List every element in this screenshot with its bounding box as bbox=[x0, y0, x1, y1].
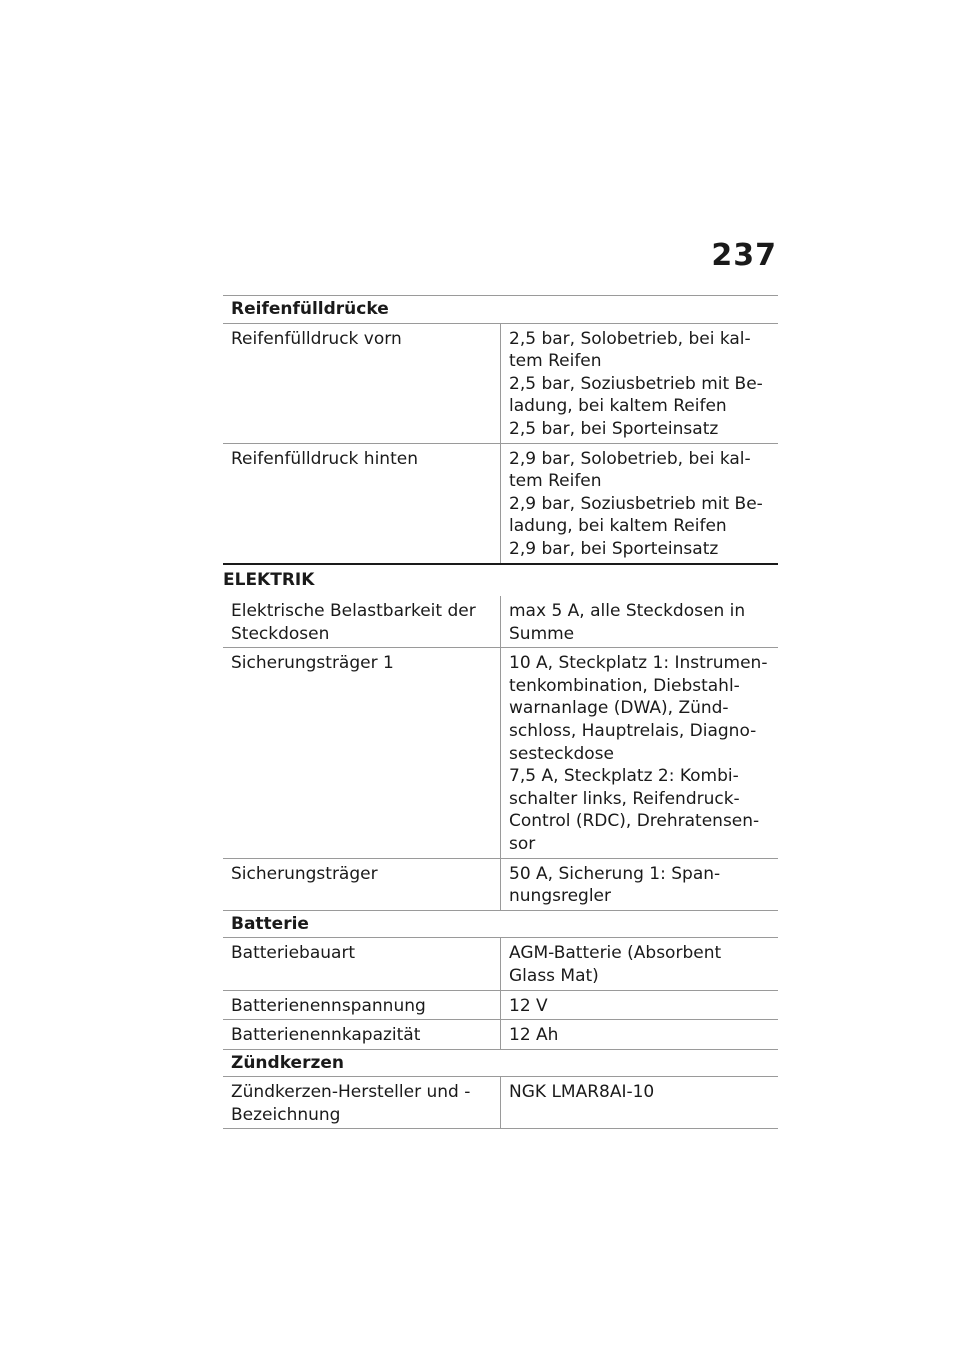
value-line: 50 A, Sicherung 1: Span- bbox=[509, 863, 721, 884]
socket-load-value bbox=[501, 596, 779, 648]
table-row bbox=[223, 596, 778, 648]
value-line: nungsregler bbox=[509, 886, 612, 907]
value-line: schalter links, Reifendruck- bbox=[509, 788, 740, 809]
battery-capacity-label: Batterienennkapazität bbox=[223, 1020, 501, 1050]
table-row bbox=[223, 648, 778, 858]
tire-pressure-table bbox=[223, 295, 778, 564]
tire-rear-value bbox=[501, 443, 779, 563]
table-row bbox=[223, 323, 778, 443]
value-line: 12 V bbox=[509, 995, 548, 1016]
value-line: sesteckdose bbox=[509, 743, 614, 764]
tire-pressure-subtitle: Reifenfülldrücke bbox=[223, 296, 778, 324]
battery-capacity-value bbox=[501, 1020, 779, 1050]
label-line: Bezeichnung bbox=[231, 1104, 341, 1125]
fuse-carrier-1-label bbox=[223, 648, 501, 858]
label-line: Steckdosen bbox=[231, 623, 330, 644]
value-line: tem Reifen bbox=[509, 471, 602, 492]
table-row bbox=[223, 858, 778, 910]
table-subheader-row bbox=[223, 910, 778, 938]
socket-load-label bbox=[223, 596, 501, 648]
table-subheader-row bbox=[223, 296, 778, 324]
tire-rear-label: Reifenfülldruck hinten bbox=[223, 443, 501, 563]
spark-plug-value bbox=[501, 1077, 779, 1129]
value-line: 2,9 bar, bei Sporteinsatz bbox=[509, 538, 719, 559]
value-line: tenkombination, Diebstahl- bbox=[509, 675, 740, 696]
tire-front-value bbox=[501, 323, 779, 443]
spark-plug-subtitle: Zündkerzen bbox=[223, 1049, 778, 1077]
label-line: Elektrische Belastbarkeit der bbox=[231, 601, 476, 621]
table-row bbox=[223, 443, 778, 563]
table-subheader-row bbox=[223, 1049, 778, 1077]
section-title-elektrik: ELEKTRIK bbox=[223, 563, 778, 590]
value-line: Glass Mat) bbox=[509, 965, 599, 986]
battery-type-value bbox=[501, 938, 779, 990]
value-line: warnanlage (DWA), Zünd- bbox=[509, 698, 729, 719]
page-number: 237 bbox=[711, 238, 777, 273]
value-line: 12 Ah bbox=[509, 1025, 559, 1046]
value-line: Control (RDC), Drehratensen- bbox=[509, 811, 760, 832]
battery-voltage-value bbox=[501, 990, 779, 1020]
electrical-table bbox=[223, 596, 778, 1129]
value-line: schloss, Hauptrelais, Diagno- bbox=[509, 720, 757, 741]
value-line: ladung, bei kaltem Reifen bbox=[509, 396, 727, 417]
value-line: sor bbox=[509, 833, 536, 854]
fuse-carrier-1-value bbox=[501, 648, 779, 858]
battery-type-label: Batteriebauart bbox=[223, 938, 501, 990]
battery-voltage-label: Batterienennspannung bbox=[223, 990, 501, 1020]
fuse-carrier-value bbox=[501, 858, 779, 910]
value-line: 2,5 bar, bei Sporteinsatz bbox=[509, 418, 719, 439]
value-line: 2,5 bar, Solobetrieb, bei kal- bbox=[509, 328, 751, 349]
spark-plug-label bbox=[223, 1077, 501, 1129]
table-row bbox=[223, 1077, 778, 1129]
label-line: Sicherungsträger 1 bbox=[231, 653, 394, 674]
value-line: 10 A, Steckplatz 1: Instrumen- bbox=[509, 653, 768, 674]
value-line: tem Reifen bbox=[509, 351, 602, 372]
value-line: 7,5 A, Steckplatz 2: Kombi- bbox=[509, 766, 739, 787]
value-line: 2,9 bar, Solobetrieb, bei kal- bbox=[509, 448, 751, 469]
value-line: 2,5 bar, Soziusbetrieb mit Be- bbox=[509, 373, 763, 394]
value-line: NGK LMAR8AI-10 bbox=[509, 1082, 655, 1103]
value-line: AGM-Batterie (Absorbent bbox=[509, 943, 722, 964]
value-line: Summe bbox=[509, 623, 575, 644]
fuse-carrier-label bbox=[223, 858, 501, 910]
label-line: Zündkerzen-Hersteller und - bbox=[231, 1082, 471, 1103]
table-row bbox=[223, 1020, 778, 1050]
label-line: Sicherungsträger bbox=[231, 863, 378, 884]
value-line: 2,9 bar, Soziusbetrieb mit Be- bbox=[509, 493, 763, 514]
value-line: ladung, bei kaltem Reifen bbox=[509, 516, 727, 537]
tire-front-label: Reifenfülldruck vorn bbox=[223, 323, 501, 443]
table-row bbox=[223, 990, 778, 1020]
table-row bbox=[223, 938, 778, 990]
battery-subtitle: Batterie bbox=[223, 910, 778, 938]
value-line: max 5 A, alle Steckdosen in bbox=[509, 601, 746, 621]
